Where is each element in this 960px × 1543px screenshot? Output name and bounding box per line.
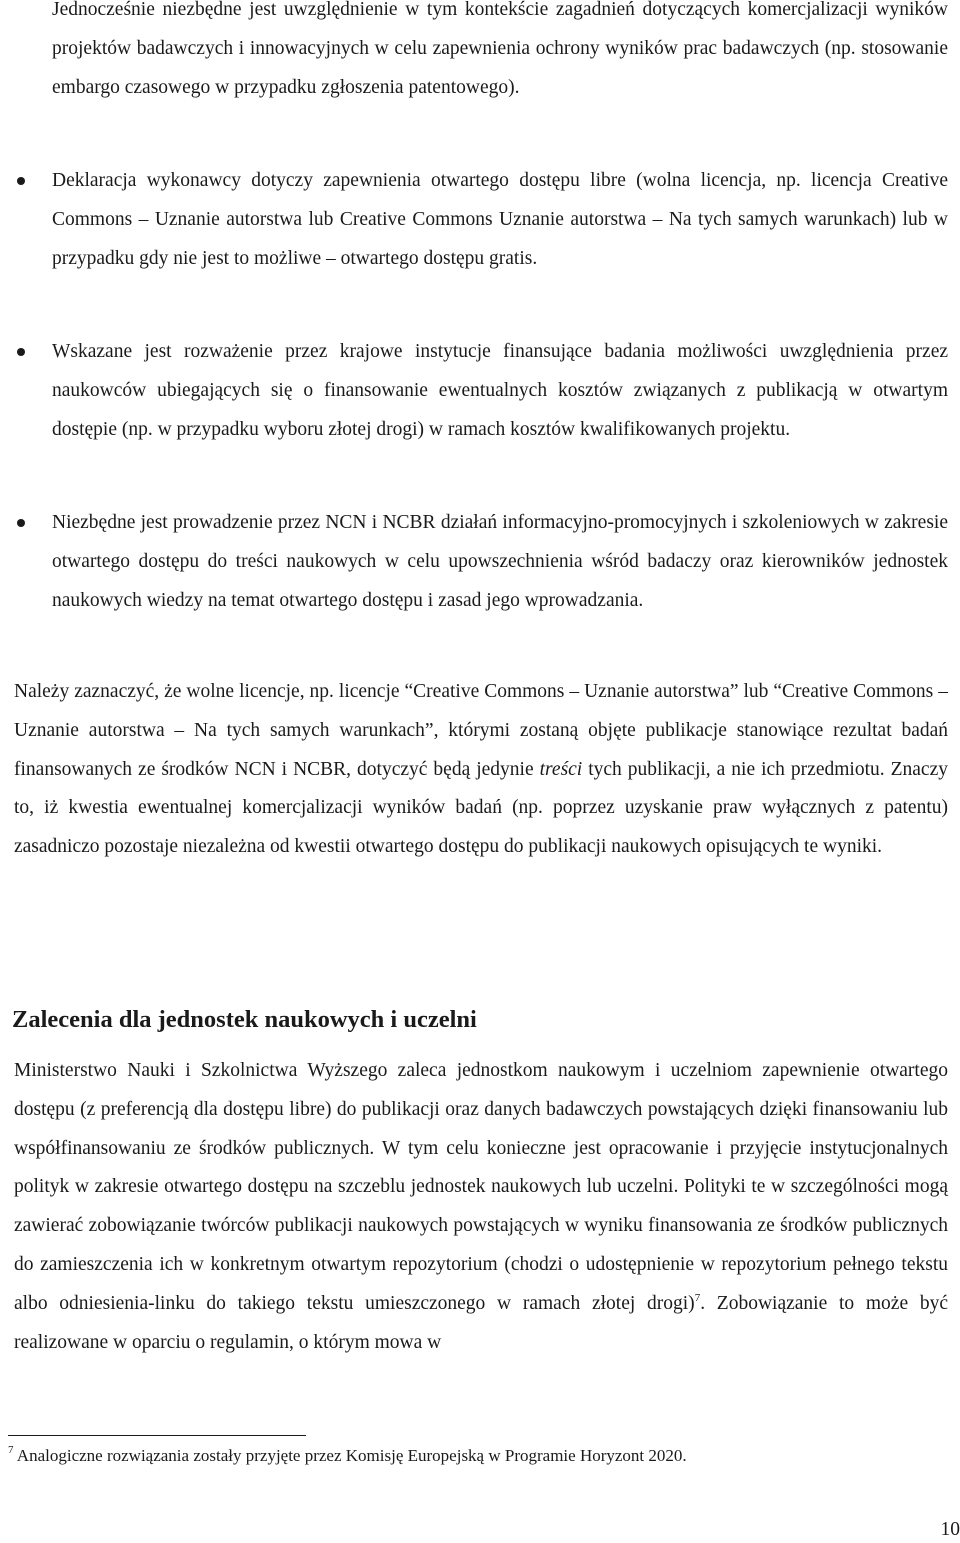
recommendations-paragraph bbox=[14, 1052, 948, 1362]
section-heading: Zalecenia dla jednostek naukowych i uczelni bbox=[12, 1006, 477, 1033]
bullet-item-funding-costs bbox=[52, 333, 948, 449]
licence-note-emphasis: treści bbox=[539, 758, 583, 780]
licence-note-paragraph bbox=[14, 673, 948, 867]
bullet-text: Wskazane jest rozważenie przez krajowe instytucje finansujące badania możliwości uwzględnienia przez naukowców ubiegających się o finansowanie ewentualnych kosztów związanych z publikacją w otwartym dostępie (np. w przypadku wyboru złotej drogi) w ramach kosztów kwalifikowanych projektu. bbox=[52, 341, 948, 440]
footnote-reference[interactable]: 7 bbox=[694, 1291, 701, 1304]
footnote-number: 7 bbox=[8, 1444, 14, 1456]
recommendations-text-end: . Zobowiązanie to może być realizowane w oparciu o regulamin, o którym mowa w bbox=[14, 1292, 949, 1353]
bullet-item-libre-declaration bbox=[52, 162, 948, 278]
bullet-icon bbox=[17, 348, 25, 356]
bullet-item-promotion bbox=[52, 504, 948, 620]
bullet-icon bbox=[17, 177, 25, 185]
bullet-icon bbox=[17, 519, 25, 527]
page-number: 10 bbox=[940, 1519, 960, 1540]
intro-paragraph: Jednocześnie niezbędne jest uwzględnienie w tym kontekście zagadnień dotyczących komercjalizacji wyników projektów badawczych i innowacyjnych w celu zapewnienia ochrony wyników prac badawczych (np. stosowanie embargo czasowego w przypadku zgłoszenia patentowego). bbox=[52, 0, 948, 98]
licence-note-text-start: Należy zaznaczyć, że wolne licencje, np. licencje “Creative Commons – Uznanie autorstwa” lub “Creative Commons – Uznanie autorstwa – Na tych samych warunkach”, którymi zostaną objęte publikacje stanowiące rezultat badań finansowanych ze środków NCN i NCBR, dotyczyć będą jedynie bbox=[14, 681, 948, 780]
licence-note-text-end: tych publikacji, a nie ich przedmiotu. Znaczy to, iż kwestia ewentualnej komercjalizacji wyników badań (np. poprzez uzyskanie praw wyłącznych z patentu) zasadniczo pozostaje niezależna od kwestii otwartego dostępu do publikacji naukowych opisujących te wyniki. bbox=[14, 758, 948, 858]
bullet-text: Niezbędne jest prowadzenie przez NCN i NCBR działań informacyjno-promocyjnych i szkoleniowych w zakresie otwartego dostępu do treści naukowych w celu upowszechnienia wśród badaczy oraz kierowników jednostek naukowych wiedzy na temat otwartego dostępu i zasad jego wprowadzania. bbox=[52, 512, 948, 611]
footnote-divider bbox=[8, 1435, 306, 1436]
footnote bbox=[8, 1444, 948, 1468]
bullet-text: Deklaracja wykonawcy dotyczy zapewnienia otwartego dostępu libre (wolna licencja, np. licencja Creative Commons – Uznanie autorstwa lub Creative Commons Uznanie autorstwa – Na tych samych warunkach) lub w przypadku gdy nie jest to możliwe – otwartego dostępu gratis. bbox=[52, 170, 948, 269]
recommendations-text-start: Ministerstwo Nauki i Szkolnictwa Wyższego zaleca jednostkom naukowym i uczelniom zapewnienie otwartego dostępu (z preferencją dla dostępu libre) do publikacji oraz danych badawczych powstających dzięki finansowaniu lub współfinansowaniu ze środków publicznych. W tym celu konieczne jest opracowanie i przyjęcie instytucjonalnych polityk w zakresie otwartego dostępu na szczeblu jednostek naukowych lub uczelni. Polityki te w szczególności mogą zawierać zobowiązanie twórców publikacji naukowych powstających w wyniku finansowania ze środków publicznych do zamieszczenia ich w konkretnym otwartym repozytorium (chodzi o udostępnienie w repozytorium pełnego tekstu albo odniesienia-linku do takiego tekstu umieszczonego w ramach złotej drogi) bbox=[14, 1060, 948, 1314]
footnote-text: Analogiczne rozwiązania zostały przyjęte przez Komisję Europejską w Programie Horyzont 2020. bbox=[13, 1446, 687, 1465]
